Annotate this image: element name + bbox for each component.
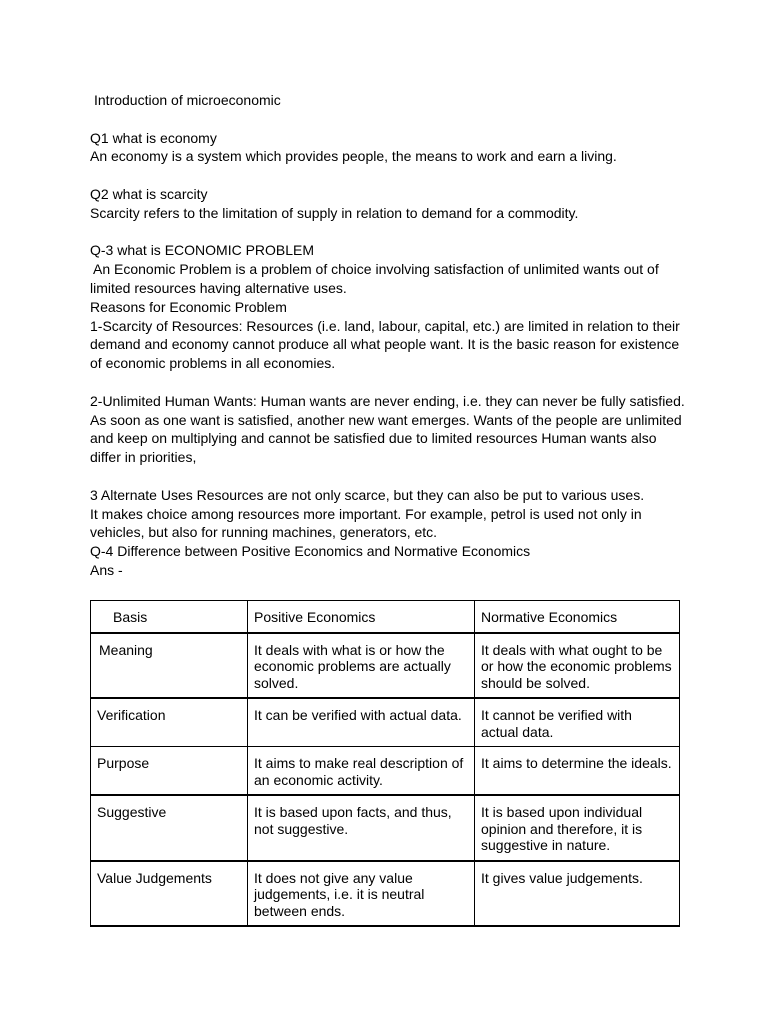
table-cell-basis: Purpose	[91, 747, 248, 796]
q3-question: Q-3 what is ECONOMIC PROBLEM	[90, 242, 315, 259]
reasons-heading: Reasons for Economic Problem	[90, 298, 287, 315]
q3-answer-line: limited resources having alternative uses.	[90, 279, 347, 296]
table-row	[91, 633, 680, 699]
comparison-table	[90, 600, 680, 927]
table-header-cell: Normative Economics	[475, 601, 680, 633]
table-cell-normative: It cannot be verified with actual data.	[475, 698, 680, 747]
q1-question: Q1 what is economy	[90, 129, 217, 146]
table-cell-positive: It is based upon facts, and thus, not suggestive.	[248, 795, 475, 861]
q3-answer-line: An Economic Problem is a problem of choice involving satisfaction of unlimited wants out of	[93, 261, 659, 278]
table-cell-positive: It deals with what is or how the economic problems are actually solved.	[248, 633, 475, 699]
table-cell-positive: It aims to make real description of an economic activity.	[248, 747, 475, 796]
reason1-line: demand and economy cannot produce all what people want. It is the basic reason for existence	[90, 336, 680, 353]
table-cell-normative: It is based upon individual opinion and therefore, it is suggestive in nature.	[475, 795, 680, 861]
spacer	[90, 223, 690, 242]
reason2-line: and keep on multiplying and cannot be satisfied due to limited resources Human wants also	[90, 430, 657, 447]
table-header-row	[91, 601, 680, 633]
document-title: Introduction of microeconomic	[94, 92, 281, 108]
reason1-line: of economic problems in all economies.	[90, 355, 336, 372]
table-row	[91, 795, 680, 861]
table-row	[91, 698, 680, 747]
table-header-cell: Basis	[91, 601, 248, 633]
table-row	[91, 861, 680, 927]
reason3-line: It makes choice among resources more important. For example, petrol is used not only in	[90, 505, 642, 522]
spacer	[90, 166, 690, 185]
q2-answer: Scarcity refers to the limitation of supply in relation to demand for a commodity.	[90, 204, 579, 221]
document-body	[90, 91, 690, 580]
q1-answer: An economy is a system which provides people, the means to work and earn a living.	[90, 148, 617, 165]
table-cell-normative: It gives value judgements.	[475, 861, 680, 927]
table-cell-normative: It aims to determine the ideals.	[475, 747, 680, 796]
spacer	[90, 467, 690, 486]
table-cell-positive: It can be verified with actual data.	[248, 698, 475, 747]
q4-question: Q-4 Difference between Positive Economics and Normative Economics	[90, 543, 531, 560]
table-cell-basis: Meaning	[91, 633, 248, 699]
spacer	[90, 110, 690, 129]
reason2-line: As soon as one want is satisfied, another new want emerges. Wants of the people are unlimited	[90, 411, 682, 428]
table-header-cell: Positive Economics	[248, 601, 475, 633]
ans-label: Ans -	[90, 561, 123, 578]
reason2-line: 2-Unlimited Human Wants: Human wants are never ending, i.e. they can never be fully satisfied.	[90, 392, 685, 409]
reason1-line: 1-Scarcity of Resources: Resources (i.e. land, labour, capital, etc.) are limited in relation to their	[90, 317, 680, 334]
q2-question: Q2 what is scarcity	[90, 185, 208, 202]
table-row	[91, 747, 680, 796]
table-cell-basis: Suggestive	[91, 795, 248, 861]
table-cell-normative: It deals with what ought to be or how the economic problems should be solved.	[475, 633, 680, 699]
table-cell-basis: Verification	[91, 698, 248, 747]
reason3-line: 3 Alternate Uses Resources are not only scarce, but they can also be put to various uses.	[90, 486, 645, 503]
table-cell-basis: Value Judgements	[91, 861, 248, 927]
reason2-line: differ in priorities,	[90, 449, 197, 466]
table-cell-positive: It does not give any value judgements, i.e. it is neutral between ends.	[248, 861, 475, 927]
spacer	[90, 373, 690, 392]
reason3-line: vehicles, but also for running machines, generators, etc.	[90, 524, 438, 541]
